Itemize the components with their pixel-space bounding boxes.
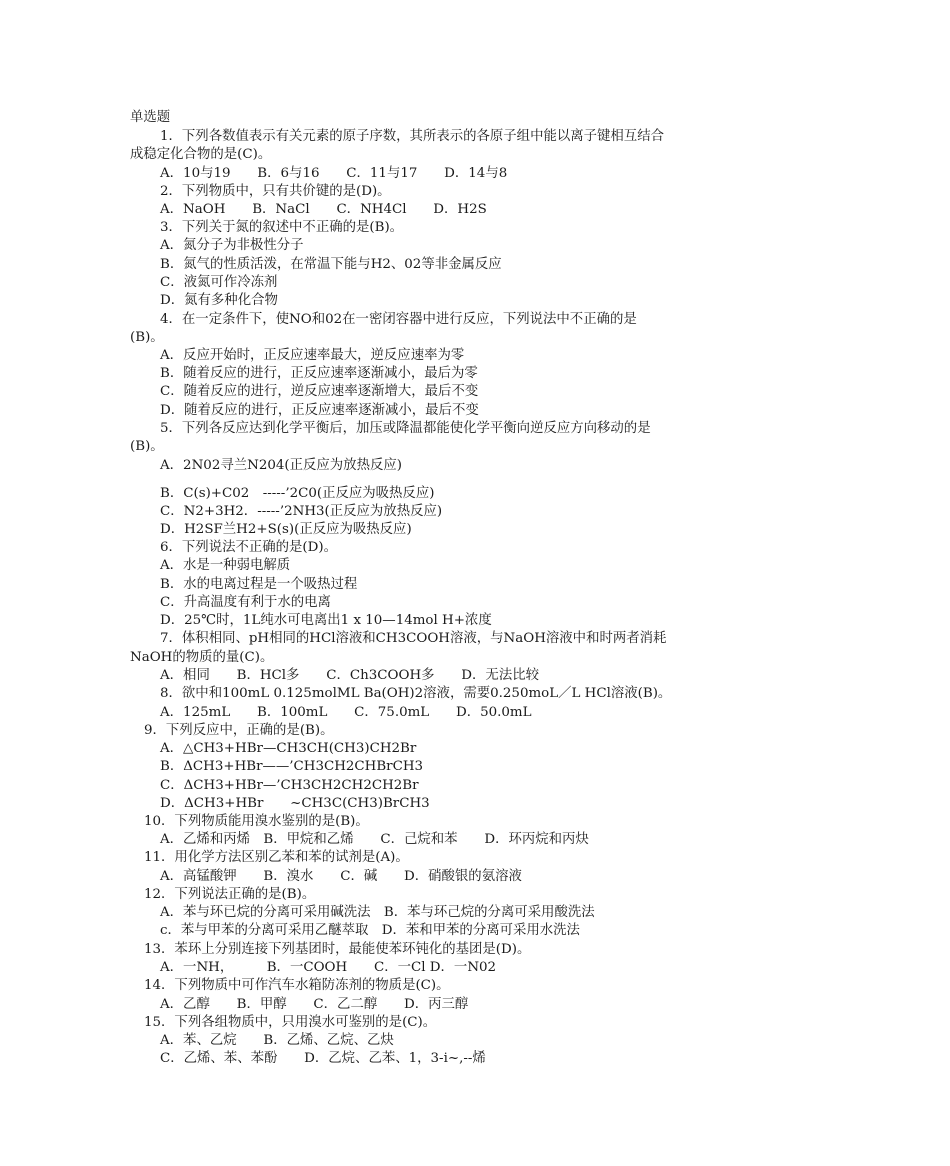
text-line: A．一NH， B．一COOH C．一Cl D．一N02: [160, 960, 497, 975]
text-line: D．氮有多种化合物: [160, 293, 278, 308]
text-line: 8．欲中和100mL 0.125molML Ba(OH)2溶液，需要0.250moL／L HCl溶液(B)。: [160, 686, 672, 701]
text-line: 3．下列关于氮的叙述中不正确的是(B)。: [160, 220, 404, 235]
text-line: A．高锰酸钾 B．溴水 C．碱 D．硝酸银的氨溶液: [160, 869, 522, 884]
text-line: 1．下列各数值表示有关元素的原子序数，其所表示的各原子组中能以离子键相互结合: [160, 129, 664, 144]
text-line: A．相同 B．HCl多 C．Ch3COOH多 D．无法比较: [160, 668, 539, 683]
text-line: D．H2SF兰H2+S(s)(正反应为吸热反应): [160, 522, 412, 537]
text-line: A．10与19 B．6与16 C．11与17 D．14与8: [160, 166, 508, 181]
text-line: C．N2+3H2．-----’2NH3(正反应为放热反应): [160, 504, 443, 519]
text-line: 14．下列物质中可作汽车水箱防冻剂的物质是(C)。: [144, 978, 450, 993]
text-line: A．乙烯和丙烯 B．甲烷和乙烯 C．己烷和苯 D．环丙烷和丙炔: [160, 832, 589, 847]
text-line: c．苯与甲苯的分离可采用乙醚萃取 D．苯和甲苯的分离可采用水洗法: [160, 923, 580, 938]
text-line: C．液氮可作冷冻剂: [160, 275, 278, 290]
text-line: A．NaOH B．NaCl C．NH4Cl D．H2S: [160, 202, 487, 217]
text-line: A．2N02寻兰N204(正反应为放热反应): [160, 458, 402, 473]
text-line: 2．下列物质中，只有共价键的是(D)。: [160, 184, 391, 199]
text-line: 成稳定化合物的是(C)。: [130, 147, 272, 162]
text-line: 15．下列各组物质中，只用溴水可鉴别的是(C)。: [144, 1015, 437, 1030]
text-line: A．△CH3+HBr—CH3CH(CH3)CH2Br: [160, 741, 417, 756]
text-line: A．苯、乙烷 B．乙烯、乙烷、乙炔: [160, 1033, 394, 1048]
text-line: 11．用化学方法区别乙苯和苯的试剂是(A)。: [144, 850, 409, 865]
text-line: 9．下列反应中，正确的是(B)。: [144, 723, 334, 738]
text-line: 5．下列各反应达到化学平衡后，加压或降温都能使化学平衡向逆反应方向移动的是: [160, 421, 651, 436]
text-line: B．水的电离过程是一个吸热过程: [160, 577, 358, 592]
text-line: B．氮气的性质活泼，在常温下能与H2、02等非金属反应: [160, 257, 502, 272]
text-line: A．反应开始时，正反应速率最大，逆反应速率为零: [160, 348, 465, 363]
section-title: 单选题: [130, 110, 171, 125]
text-line: D．25℃时，1L纯水可电离出1 x 10—14mol H+浓度: [160, 613, 492, 628]
text-line: A．苯与环已烷的分离可采用碱洗法 B．苯与环己烷的分离可采用酸洗法: [160, 905, 595, 920]
text-line: D．随着反应的进行，正反应速率逐渐减小，最后不变: [160, 403, 479, 418]
text-line: A．125mL B．100mL C．75.0mL D．50.0mL: [160, 705, 532, 720]
text-line: C．随着反应的进行，逆反应速率逐渐增大，最后不变: [160, 384, 479, 399]
text-line: 6．下列说法不正确的是(D)。: [160, 540, 337, 555]
text-line: A．水是一种弱电解质: [160, 558, 291, 573]
text-line: 7．体积相同、pH相同的HCl溶液和CH3COOH溶液，与NaOH溶液中和时两者消耗: [160, 631, 667, 646]
text-line: 10．下列物质能用溴水鉴别的是(B)。: [144, 814, 369, 829]
text-line: (B)。: [130, 439, 164, 454]
text-line: D．ΔCH3+HBr ~CH3C(CH3)BrCH3: [160, 796, 430, 811]
text-line: B．ΔCH3+HBr——’CH3CH2CHBrCH3: [160, 759, 424, 774]
text-line: 4．在一定条件下，使NO和02在一密闭容器中进行反应，下列说法中不正确的是: [160, 312, 637, 327]
text-line: A．氮分子为非极性分子: [160, 238, 304, 253]
text-line: B．C(s)+C02 -----’2C0(正反应为吸热反应): [160, 486, 435, 501]
text-line: 12．下列说法正确的是(B)。: [144, 887, 316, 902]
text-line: 13．苯环上分别连接下列基团时，最能使苯环钝化的基团是(D)。: [144, 942, 531, 957]
text-line: B．随着反应的进行，正反应速率逐渐减小，最后为零: [160, 366, 478, 381]
text-line: C．ΔCH3+HBr—’CH3CH2CH2CH2Br: [160, 778, 419, 793]
text-line: A．乙醇 B．甲醇 C．乙二醇 D．丙三醇: [160, 997, 469, 1012]
text-line: NaOH的物质的量(C)。: [130, 650, 274, 665]
text-line: (B)。: [130, 330, 164, 345]
text-line: C．乙烯、苯、苯酚 D．乙烷、乙苯、1，3-i~,--烯: [160, 1051, 486, 1066]
text-line: C．升高温度有利于水的电离: [160, 595, 331, 610]
